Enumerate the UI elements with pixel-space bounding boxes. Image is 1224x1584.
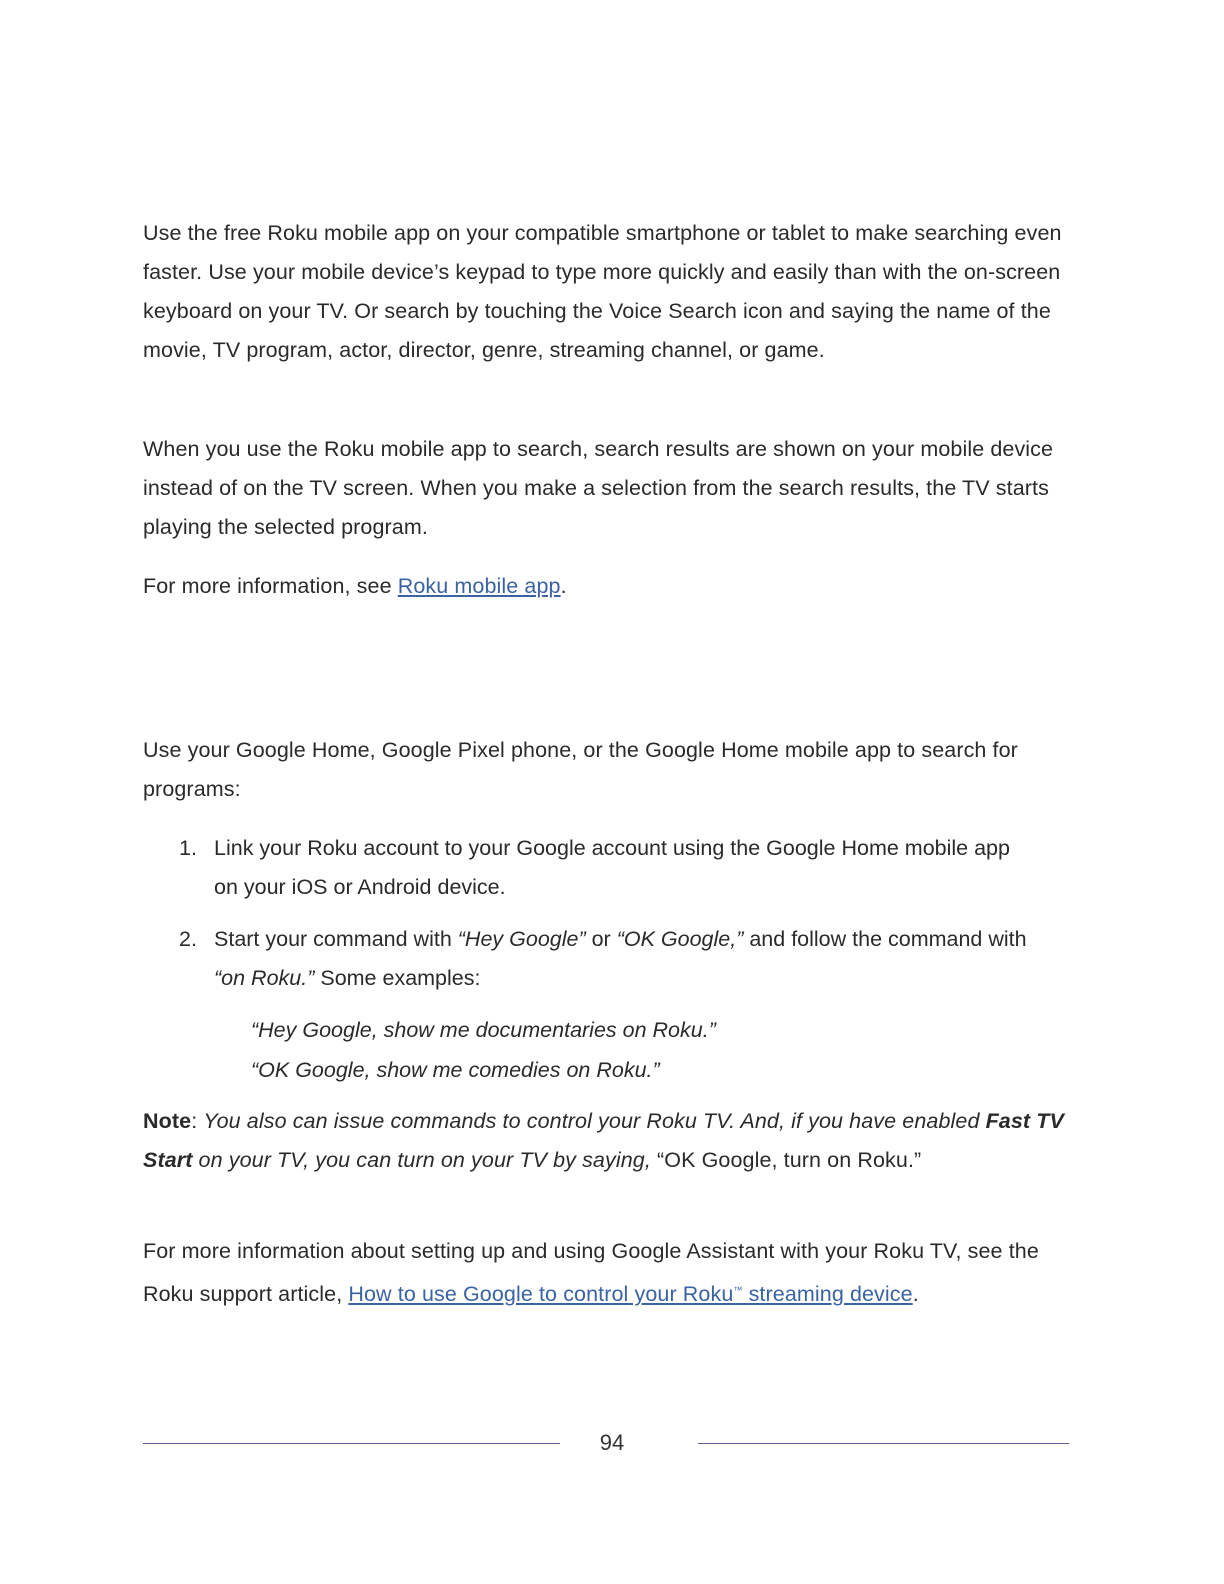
google-control-article-link[interactable]: How to use Google to control your Roku™ streaming device <box>348 1282 913 1307</box>
trademark-symbol: ™ <box>733 1285 743 1295</box>
more-info-prefix: For more information, see <box>143 574 398 598</box>
note-paragraph <box>143 1102 1078 1180</box>
list-item-text: Link your Roku account to your Google account using the Google Home mobile app on your iOS or Android device. <box>214 836 1010 899</box>
note-quote-text: “OK Google, turn on Roku.” <box>650 1148 922 1172</box>
example-quote: “OK Google, show me comedies on Roku.” <box>251 1058 660 1082</box>
info-suffix: . <box>912 1282 919 1307</box>
example-quote: “Hey Google, show me documentaries on Roku.” <box>251 1018 716 1042</box>
list-number: 2. <box>179 927 197 951</box>
list-number: 1. <box>179 836 197 860</box>
list-item-text <box>214 920 1034 998</box>
mobile-app-search-paragraph: Use the free Roku mobile app on your compatible smartphone or tablet to make searching even faster. Use your mobile device’s keypad to type more quickly and easily than with the on-screen keyboard on your TV. Or search by touching the Voice Search icon and saying the name of the movie, TV program, actor, director, genre, streaming channel, or game. <box>143 221 1062 362</box>
hey-google-phrase: “Hey Google” <box>457 927 586 951</box>
more-info-suffix: . <box>560 574 567 598</box>
roku-mobile-app-link[interactable]: Roku mobile app <box>397 574 561 598</box>
note-label: Note <box>143 1109 192 1133</box>
fast-tv-start-label: Fast TV Start <box>143 1109 1064 1172</box>
step-text-part: Some examples: <box>314 966 481 990</box>
info-prefix: For more information about setting up and using Google Assistant with your Roku TV, see the Roku support article, <box>143 1239 1039 1307</box>
note-italic-text: You also can issue commands to control your Roku TV. And, if you have enabled <box>203 1109 986 1133</box>
note-italic-text: on your TV, you can turn on your TV by saying, <box>192 1148 651 1172</box>
note-colon: : <box>191 1109 204 1133</box>
step-text-part: and follow the command with <box>743 927 1027 951</box>
footer-divider-right <box>698 1443 1069 1444</box>
page-number: 94 <box>599 1430 625 1455</box>
google-assistant-info-paragraph <box>143 1232 1078 1314</box>
ok-google-phrase: “OK Google,” <box>616 927 744 951</box>
google-search-intro-paragraph: Use your Google Home, Google Pixel phone, or the Google Home mobile app to search for programs: <box>143 738 1018 801</box>
page-content <box>143 0 1078 1584</box>
more-info-paragraph <box>143 567 1078 606</box>
on-roku-phrase: “on Roku.” <box>214 966 315 990</box>
step-text-part: Start your command with <box>214 927 458 951</box>
step-text-part: or <box>585 927 617 951</box>
mobile-search-results-paragraph: When you use the Roku mobile app to search, search results are shown on your mobile device instead of on the TV screen. When you make a selection from the search results, the TV starts playing the selected program. <box>143 437 1054 539</box>
